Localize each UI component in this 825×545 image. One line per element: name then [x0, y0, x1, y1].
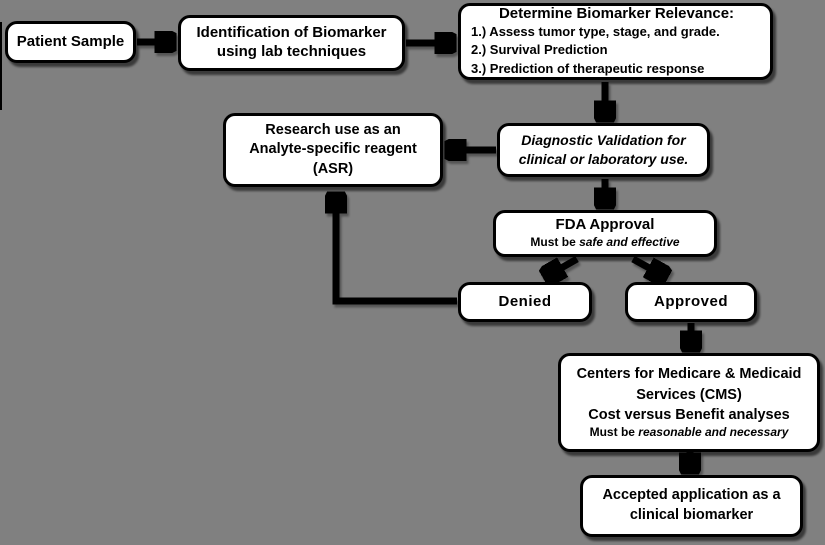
- arrow-fda-to-approved: [633, 259, 662, 275]
- node-denied: [458, 282, 592, 322]
- node-fda-approval: [493, 210, 717, 257]
- accepted-line2: clinical biomarker: [629, 507, 754, 523]
- cms-line1: Centers for Medicare & Medicaid: [576, 366, 802, 383]
- denied-label: Denied: [498, 292, 552, 310]
- asr-line1: Research use as an: [265, 121, 401, 138]
- fda-subtitle-italic: safe and effective: [579, 235, 680, 250]
- approved-label: Approved: [653, 292, 728, 310]
- node-patient-sample: [5, 21, 136, 63]
- left-edge-line: [0, 22, 2, 110]
- determine-item-3: 3.) Prediction of therapeutic response: [471, 60, 705, 76]
- cms-line2: Services (CMS): [636, 386, 742, 403]
- identification-line2: using lab techniques: [216, 43, 367, 60]
- cms-subtitle-prefix: Must be: [589, 425, 639, 440]
- determine-title: Determine Biomarker Relevance:: [498, 5, 735, 23]
- fda-title: FDA Approval: [555, 216, 655, 234]
- cms-subtitle: [590, 425, 789, 441]
- fda-subtitle-prefix: Must be: [530, 235, 580, 250]
- diagnostic-line1: Diagnostic Validation for: [521, 132, 686, 149]
- node-cms-cost-benefit: [558, 353, 820, 452]
- accepted-line1: Accepted application as a: [602, 487, 781, 504]
- node-identification-of-biomarker: [178, 15, 405, 71]
- arrow-denied-to-asr: [336, 198, 457, 301]
- cms-subtitle-italic: reasonable and necessary: [638, 425, 789, 440]
- asr-line2: Analyte-specific reagent: [249, 141, 417, 158]
- diagnostic-line2: clinical or laboratory use.: [518, 151, 689, 167]
- node-research-use-asr: [223, 113, 443, 187]
- node-accepted-clinical-biomarker: [580, 475, 803, 537]
- node-approved: [625, 282, 757, 322]
- identification-line1: Identification of Biomarker: [196, 24, 387, 42]
- fda-subtitle: [530, 235, 679, 251]
- asr-line3: (ASR): [312, 160, 354, 177]
- arrow-fda-to-denied: [549, 259, 577, 275]
- determine-item-1: 1.) Assess tumor type, stage, and grade.: [471, 24, 720, 40]
- patient-sample-label: Patient Sample: [16, 32, 125, 50]
- node-diagnostic-validation: [497, 123, 710, 177]
- determine-item-2: 2.) Survival Prediction: [471, 42, 608, 58]
- cms-line3: Cost versus Benefit analyses: [588, 406, 790, 423]
- node-determine-biomarker-relevance: [458, 3, 773, 80]
